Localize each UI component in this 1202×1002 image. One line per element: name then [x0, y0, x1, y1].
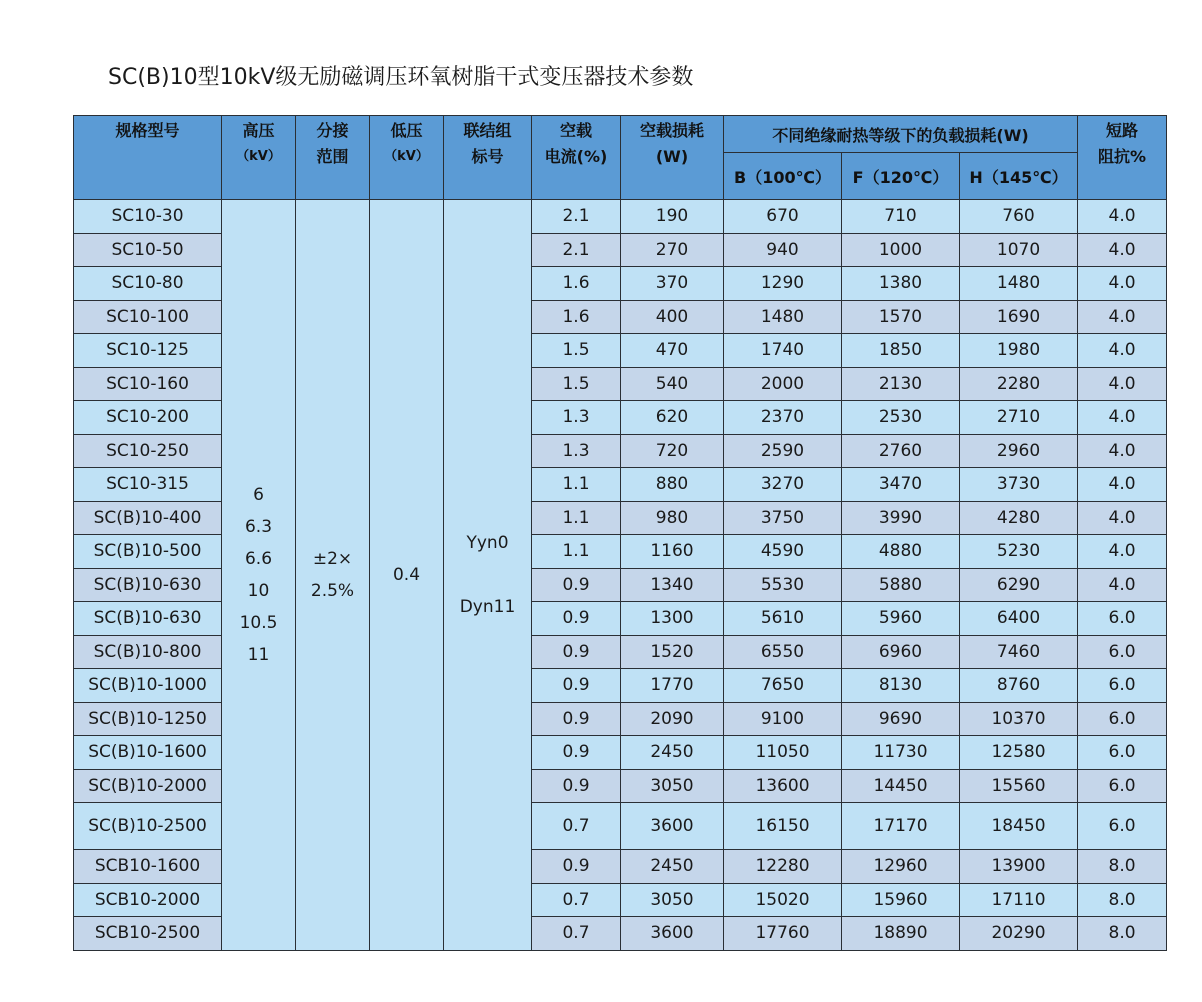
cell-load-loss-h: 1980	[960, 334, 1078, 368]
cell-load-loss-b: 15020	[724, 883, 842, 917]
cell-load-loss-b: 2590	[724, 434, 842, 468]
cell-load-loss-b: 5610	[724, 602, 842, 636]
cell-impedance: 4.0	[1078, 501, 1167, 535]
cell-load-loss-f: 1850	[842, 334, 960, 368]
cell-load-loss-h: 18450	[960, 803, 1078, 850]
cell-noload-current: 0.9	[532, 635, 621, 669]
cell-load-loss-h: 4280	[960, 501, 1078, 535]
cell-model: SCB10-2500	[74, 917, 222, 951]
header-connection-group: 联结组 标号	[444, 116, 532, 200]
cell-noload-current: 0.7	[532, 917, 621, 951]
cell-noload-loss: 1340	[621, 568, 724, 602]
cell-load-loss-f: 5960	[842, 602, 960, 636]
header-noload-loss: 空载损耗 (W)	[621, 116, 724, 200]
cell-load-loss-f: 2530	[842, 401, 960, 435]
cell-noload-loss: 880	[621, 468, 724, 502]
cell-noload-loss: 400	[621, 300, 724, 334]
cell-noload-current: 0.9	[532, 736, 621, 770]
cell-model: SCB10-1600	[74, 850, 222, 884]
header-low-voltage: 低压 （kV）	[370, 116, 444, 200]
header-impedance: 短路 阻抗%	[1078, 116, 1167, 200]
cell-noload-current: 1.6	[532, 300, 621, 334]
cell-noload-loss: 1300	[621, 602, 724, 636]
cell-load-loss-h: 15560	[960, 769, 1078, 803]
cell-model: SC(B)10-1000	[74, 669, 222, 703]
cell-tap-range	[296, 200, 370, 951]
cell-model: SC(B)10-1250	[74, 702, 222, 736]
cell-load-loss-b: 3750	[724, 501, 842, 535]
tap-range-text: ±2×	[312, 548, 353, 569]
spec-table	[73, 115, 1167, 951]
cell-load-loss-h: 13900	[960, 850, 1078, 884]
cell-impedance: 4.0	[1078, 267, 1167, 301]
cell-load-loss-h: 6400	[960, 602, 1078, 636]
cell-load-loss-h: 20290	[960, 917, 1078, 951]
cell-noload-current: 1.5	[532, 334, 621, 368]
cell-load-loss-b: 2000	[724, 367, 842, 401]
cell-connection-group	[444, 200, 532, 951]
cell-noload-loss: 190	[621, 200, 724, 234]
cell-load-loss-b: 7650	[724, 669, 842, 703]
cell-noload-current: 2.1	[532, 233, 621, 267]
cell-load-loss-b: 6550	[724, 635, 842, 669]
cell-load-loss-h: 2960	[960, 434, 1078, 468]
cell-impedance: 4.0	[1078, 200, 1167, 234]
cell-load-loss-f: 6960	[842, 635, 960, 669]
cell-noload-loss: 370	[621, 267, 724, 301]
tap-range-text: 2.5%	[310, 580, 355, 601]
cell-impedance: 4.0	[1078, 300, 1167, 334]
cell-noload-loss: 2450	[621, 850, 724, 884]
header-class-h: H（145℃）	[960, 153, 1078, 200]
cell-impedance: 8.0	[1078, 883, 1167, 917]
cell-impedance: 6.0	[1078, 669, 1167, 703]
cell-noload-loss: 3600	[621, 917, 724, 951]
header-noload-current: 空载 电流(%)	[532, 116, 621, 200]
cell-noload-current: 1.5	[532, 367, 621, 401]
cell-noload-current: 0.9	[532, 602, 621, 636]
cell-load-loss-b: 9100	[724, 702, 842, 736]
cell-load-loss-b: 13600	[724, 769, 842, 803]
cell-impedance: 4.0	[1078, 468, 1167, 502]
hv-value: 6.3	[244, 516, 273, 537]
cell-model: SC(B)10-1600	[74, 736, 222, 770]
cell-noload-current: 1.3	[532, 401, 621, 435]
cell-noload-current: 0.9	[532, 769, 621, 803]
cell-impedance: 4.0	[1078, 568, 1167, 602]
cell-impedance: 4.0	[1078, 233, 1167, 267]
cell-noload-loss: 270	[621, 233, 724, 267]
cell-impedance: 6.0	[1078, 635, 1167, 669]
cell-model: SC(B)10-500	[74, 535, 222, 569]
connection-group-text: Dyn11	[459, 596, 516, 617]
cell-model: SC10-160	[74, 367, 222, 401]
cell-noload-current: 2.1	[532, 200, 621, 234]
cell-impedance: 4.0	[1078, 434, 1167, 468]
cell-impedance: 4.0	[1078, 535, 1167, 569]
cell-load-loss-h: 1480	[960, 267, 1078, 301]
cell-load-loss-h: 10370	[960, 702, 1078, 736]
cell-load-loss-b: 16150	[724, 803, 842, 850]
cell-model: SC(B)10-2500	[74, 803, 222, 850]
cell-noload-current: 1.1	[532, 468, 621, 502]
cell-load-loss-h: 3730	[960, 468, 1078, 502]
cell-noload-loss: 1770	[621, 669, 724, 703]
cell-impedance: 4.0	[1078, 367, 1167, 401]
hv-value: 6	[253, 484, 264, 505]
cell-impedance: 6.0	[1078, 736, 1167, 770]
cell-load-loss-f: 3470	[842, 468, 960, 502]
cell-impedance: 6.0	[1078, 769, 1167, 803]
cell-load-loss-f: 18890	[842, 917, 960, 951]
cell-load-loss-f: 1380	[842, 267, 960, 301]
cell-load-loss-b: 1290	[724, 267, 842, 301]
cell-load-loss-f: 1000	[842, 233, 960, 267]
cell-load-loss-b: 17760	[724, 917, 842, 951]
cell-load-loss-h: 12580	[960, 736, 1078, 770]
cell-load-loss-f: 2760	[842, 434, 960, 468]
cell-model: SC10-200	[74, 401, 222, 435]
cell-noload-current: 0.9	[532, 568, 621, 602]
cell-noload-loss: 3050	[621, 769, 724, 803]
cell-noload-current: 0.7	[532, 803, 621, 850]
cell-load-loss-h: 8760	[960, 669, 1078, 703]
header-high-voltage: 高压 （kV）	[222, 116, 296, 200]
cell-load-loss-b: 5530	[724, 568, 842, 602]
cell-noload-current: 0.9	[532, 669, 621, 703]
cell-load-loss-f: 17170	[842, 803, 960, 850]
cell-load-loss-b: 2370	[724, 401, 842, 435]
cell-load-loss-f: 1570	[842, 300, 960, 334]
cell-load-loss-h: 17110	[960, 883, 1078, 917]
header-tap-range: 分接 范围	[296, 116, 370, 200]
cell-load-loss-b: 3270	[724, 468, 842, 502]
cell-load-loss-f: 14450	[842, 769, 960, 803]
cell-impedance: 6.0	[1078, 602, 1167, 636]
hv-value: 11	[247, 644, 270, 665]
cell-noload-current: 1.1	[532, 501, 621, 535]
cell-load-loss-b: 12280	[724, 850, 842, 884]
cell-model: SC(B)10-630	[74, 602, 222, 636]
cell-load-loss-f: 710	[842, 200, 960, 234]
header-load-loss-group: 不同绝缘耐热等级下的负载损耗(W)	[724, 116, 1078, 153]
cell-impedance: 4.0	[1078, 401, 1167, 435]
cell-load-loss-h: 1690	[960, 300, 1078, 334]
cell-load-loss-h: 1070	[960, 233, 1078, 267]
cell-high-voltage	[222, 200, 296, 951]
header-class-f: F（120℃）	[842, 153, 960, 200]
cell-load-loss-h: 7460	[960, 635, 1078, 669]
cell-load-loss-h: 2280	[960, 367, 1078, 401]
cell-load-loss-f: 2130	[842, 367, 960, 401]
cell-impedance: 8.0	[1078, 917, 1167, 951]
cell-model: SC(B)10-630	[74, 568, 222, 602]
cell-impedance: 8.0	[1078, 850, 1167, 884]
cell-noload-loss: 1160	[621, 535, 724, 569]
cell-load-loss-f: 15960	[842, 883, 960, 917]
cell-noload-loss: 470	[621, 334, 724, 368]
cell-load-loss-b: 670	[724, 200, 842, 234]
cell-load-loss-f: 9690	[842, 702, 960, 736]
cell-impedance: 4.0	[1078, 334, 1167, 368]
cell-noload-current: 1.1	[532, 535, 621, 569]
cell-impedance: 6.0	[1078, 803, 1167, 850]
cell-noload-loss: 2090	[621, 702, 724, 736]
cell-model: SC10-30	[74, 200, 222, 234]
cell-model: SC10-100	[74, 300, 222, 334]
hv-value: 10.5	[239, 612, 278, 633]
cell-low-voltage: 0.4	[370, 200, 444, 951]
cell-load-loss-f: 5880	[842, 568, 960, 602]
cell-model: SC(B)10-800	[74, 635, 222, 669]
cell-load-loss-b: 940	[724, 233, 842, 267]
header-model: 规格型号	[74, 116, 222, 200]
table-row	[74, 200, 1167, 234]
cell-noload-current: 1.6	[532, 267, 621, 301]
cell-load-loss-f: 11730	[842, 736, 960, 770]
cell-noload-loss: 980	[621, 501, 724, 535]
hv-value: 6.6	[244, 548, 273, 569]
cell-load-loss-b: 1480	[724, 300, 842, 334]
cell-model: SC(B)10-400	[74, 501, 222, 535]
cell-load-loss-h: 5230	[960, 535, 1078, 569]
cell-model: SC10-125	[74, 334, 222, 368]
cell-noload-loss: 540	[621, 367, 724, 401]
cell-model: SC10-50	[74, 233, 222, 267]
cell-load-loss-f: 3990	[842, 501, 960, 535]
cell-noload-loss: 720	[621, 434, 724, 468]
cell-noload-current: 0.7	[532, 883, 621, 917]
cell-noload-loss: 1520	[621, 635, 724, 669]
cell-load-loss-f: 8130	[842, 669, 960, 703]
cell-model: SC10-250	[74, 434, 222, 468]
page-title: SC(B)10型10kV级无励磁调压环氧树脂干式变压器技术参数	[108, 65, 694, 90]
cell-noload-current: 0.9	[532, 702, 621, 736]
cell-load-loss-b: 11050	[724, 736, 842, 770]
cell-noload-current: 1.3	[532, 434, 621, 468]
cell-noload-loss: 2450	[621, 736, 724, 770]
hv-value: 10	[247, 580, 270, 601]
cell-load-loss-h: 6290	[960, 568, 1078, 602]
cell-model: SCB10-2000	[74, 883, 222, 917]
cell-noload-loss: 3050	[621, 883, 724, 917]
cell-load-loss-h: 2710	[960, 401, 1078, 435]
cell-model: SC10-315	[74, 468, 222, 502]
cell-impedance: 6.0	[1078, 702, 1167, 736]
header-class-b: B（100℃）	[724, 153, 842, 200]
cell-load-loss-h: 760	[960, 200, 1078, 234]
cell-load-loss-f: 4880	[842, 535, 960, 569]
cell-model: SC(B)10-2000	[74, 769, 222, 803]
cell-load-loss-f: 12960	[842, 850, 960, 884]
cell-noload-loss: 3600	[621, 803, 724, 850]
cell-load-loss-b: 1740	[724, 334, 842, 368]
cell-noload-current: 0.9	[532, 850, 621, 884]
cell-load-loss-b: 4590	[724, 535, 842, 569]
cell-model: SC10-80	[74, 267, 222, 301]
cell-noload-loss: 620	[621, 401, 724, 435]
connection-group-text: Yyn0	[466, 532, 509, 553]
